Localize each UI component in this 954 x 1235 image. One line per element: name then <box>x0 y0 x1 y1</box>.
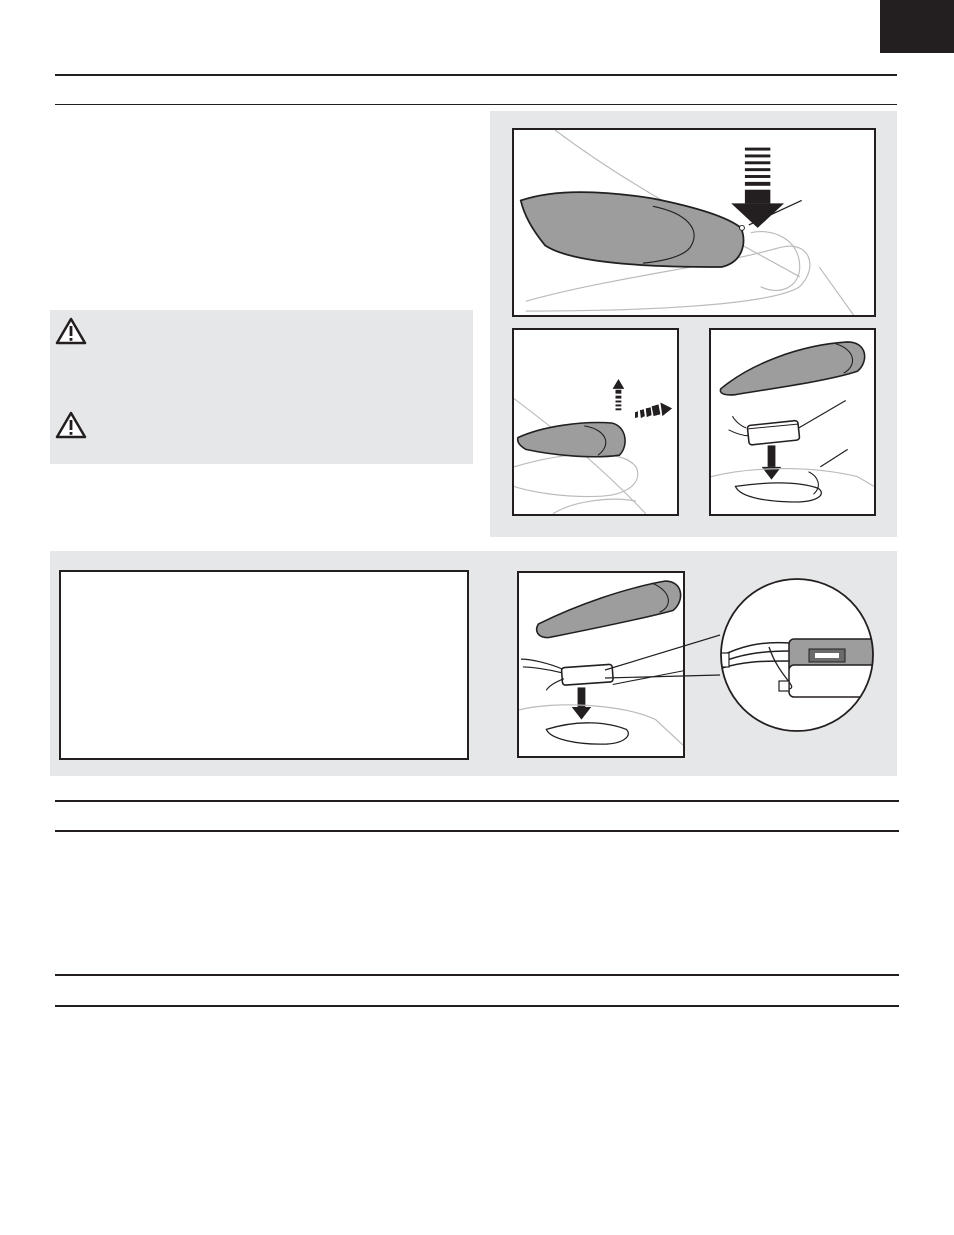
canopy-lift-off-illustration <box>514 330 677 514</box>
figure-canopy-press <box>512 128 876 317</box>
connector-detail-magnifier-illustration <box>719 577 875 733</box>
header-rule-bottom <box>55 104 897 105</box>
section-one-rule-bottom <box>55 830 899 832</box>
figure-battery-insert <box>709 328 876 516</box>
page-tab <box>880 0 954 53</box>
canopy-press-latch-illustration <box>514 130 874 315</box>
header-rule-top <box>55 74 897 76</box>
warning-box <box>50 310 473 464</box>
section-one-rule-top <box>55 800 899 802</box>
warning-triangle-icon <box>55 316 87 346</box>
warning-triangle-icon <box>55 410 87 440</box>
figure-connector-detail <box>719 577 875 733</box>
section-two-rule-top <box>55 974 899 976</box>
note-box <box>59 570 469 760</box>
battery-insert-illustration <box>711 330 874 514</box>
section-two-rule-bottom <box>55 1005 899 1007</box>
figure-canopy-lift <box>512 328 679 516</box>
